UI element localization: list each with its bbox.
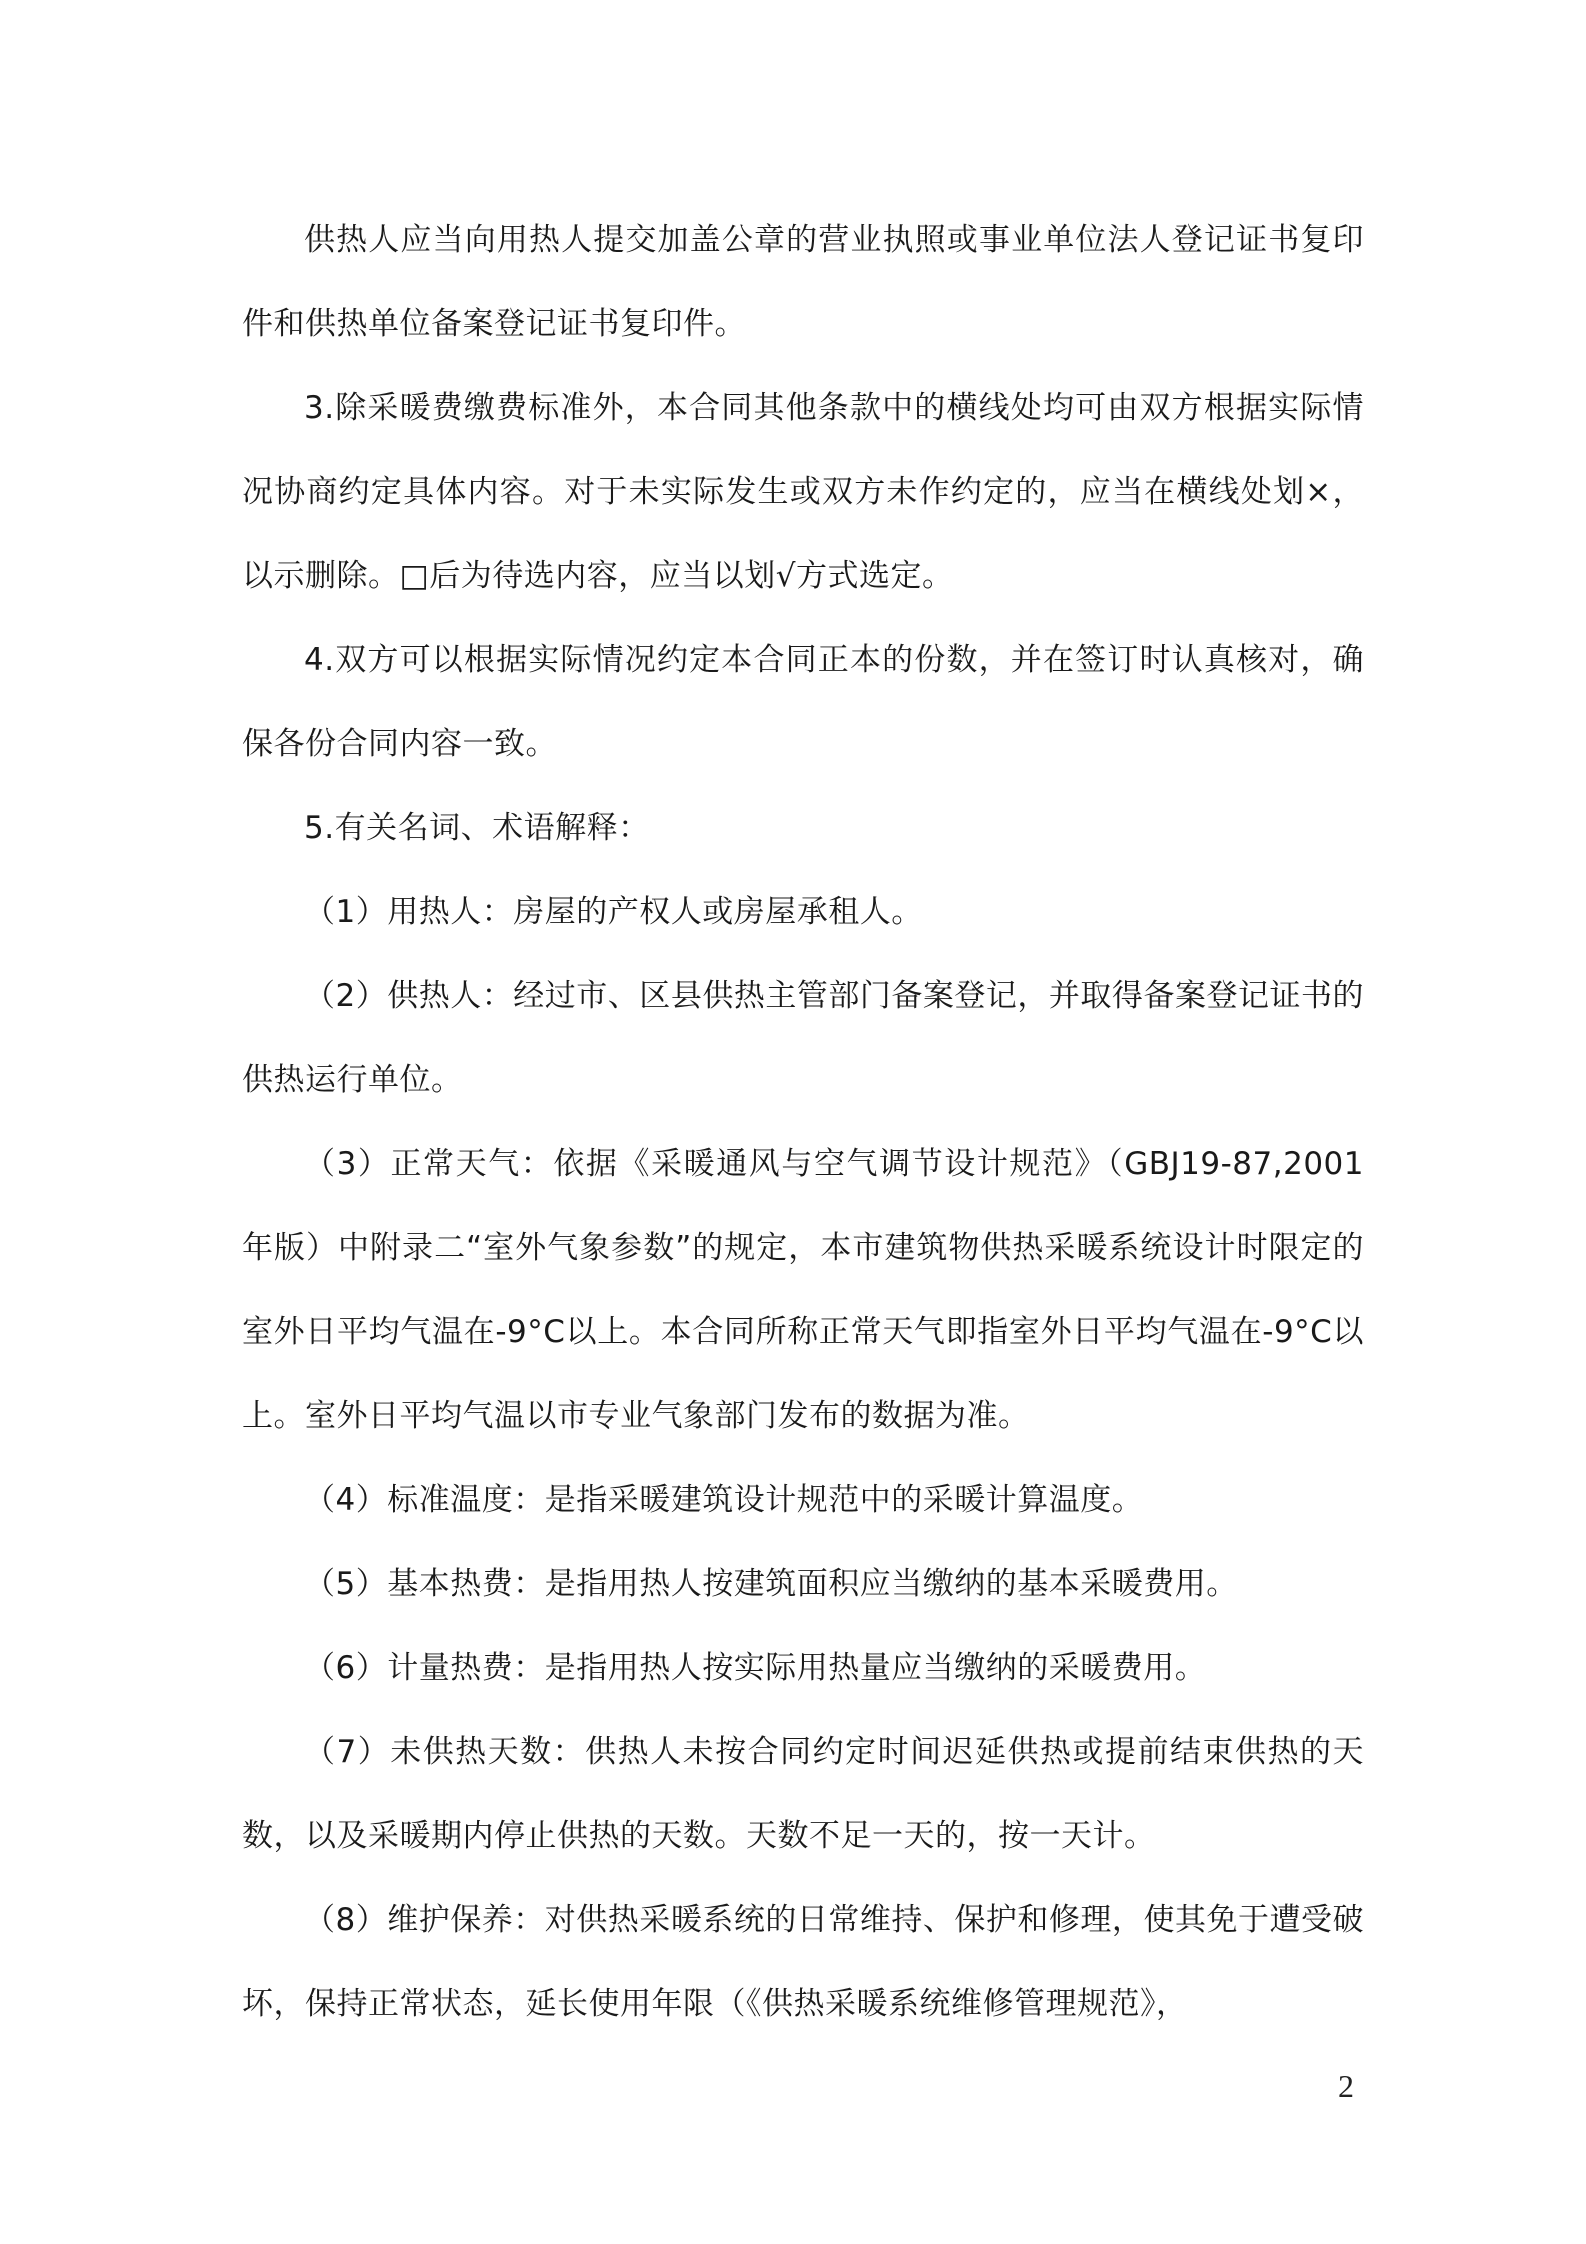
- definition-basic-heat-fee: （5）基本热费：是指用热人按建筑面积应当缴纳的基本采暖费用。: [304, 1566, 1238, 1602]
- definition-heat-supplier: （2）供热人：经过市、区县供热主管部门备案登记，并取得备案登记证书的供热运行单位。: [242, 978, 1364, 1098]
- paragraph-certificates: 供热人应当向用热人提交加盖公章的营业执照或事业单位法人登记证书复印件和供热单位备案登记证书复印件。: [242, 222, 1364, 342]
- definition-metered-heat-fee: （6）计量热费：是指用热人按实际用热量应当缴纳的采暖费用。: [304, 1650, 1207, 1686]
- paragraph-item-4: 4.双方可以根据实际情况约定本合同正本的份数，并在签订时认真核对，确保各份合同内容一致。: [242, 642, 1364, 762]
- page-number: 2: [1338, 2068, 1354, 2104]
- definition-standard-temperature: （4）标准温度：是指采暖建筑设计规范中的采暖计算温度。: [304, 1482, 1144, 1518]
- definition-normal-weather: （3）正常天气：依据《采暖通风与空气调节设计规范》（GBJ19-87,2001年版）中附录二“室外气象参数”的规定，本市建筑物供热采暖系统设计时限定的室外日平均气温在-9°C以上。本合同所称正常天气即指室外日平均气温在-9°C以上。室外日平均气温以市专业气象部门发布的数据为准。: [242, 1146, 1364, 1434]
- definition-heat-user: （1）用热人：房屋的产权人或房屋承租人。: [304, 894, 923, 930]
- body-text: [242, 198, 1364, 2046]
- paragraph-item-3: 3.除采暖费缴费标准外，本合同其他条款中的横线处均可由双方根据实际情况协商约定具体内容。对于未实际发生或双方未作约定的，应当在横线处划×，以示删除。□后为待选内容，应当以划√方式选定。: [242, 390, 1364, 594]
- paragraph-item-5-heading: 5.有关名词、术语解释：: [304, 810, 650, 846]
- definition-maintenance: （8）维护保养：对供热采暖系统的日常维持、保护和修理，使其免于遭受破坏，保持正常状态，延长使用年限（《供热采暖系统维修管理规范》，: [242, 1902, 1364, 2022]
- definition-unheated-days: （7）未供热天数：供热人未按合同约定时间迟延供热或提前结束供热的天数，以及采暖期内停止供热的天数。天数不足一天的，按一天计。: [242, 1734, 1364, 1854]
